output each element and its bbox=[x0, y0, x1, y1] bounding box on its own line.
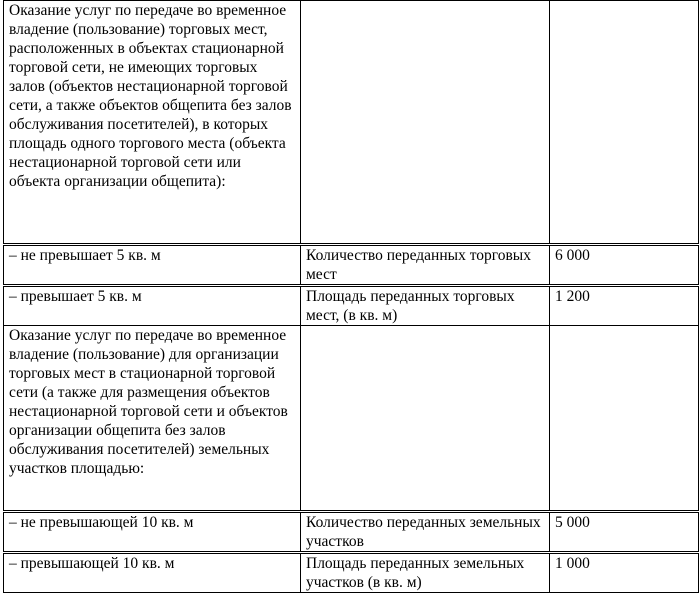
indicator-cell bbox=[301, 326, 550, 512]
value-cell bbox=[550, 245, 699, 286]
service-description: – не превышающей 10 кв. м bbox=[9, 514, 194, 531]
service-description: – превышающей 10 кв. м bbox=[9, 555, 175, 572]
table-row bbox=[4, 286, 699, 326]
table-row bbox=[4, 245, 699, 286]
indicator-cell bbox=[301, 245, 550, 286]
indicator-cell bbox=[301, 286, 550, 326]
indicator-name: Площадь переданных торговых мест, (в кв. м) bbox=[306, 288, 515, 324]
indicator-value: 5 000 bbox=[555, 514, 590, 531]
service-description-cell bbox=[4, 245, 301, 286]
service-description-cell bbox=[4, 553, 301, 593]
indicator-name: Количество переданных торговых мест bbox=[306, 247, 531, 283]
value-cell bbox=[550, 553, 699, 593]
table-row bbox=[4, 553, 699, 593]
value-cell bbox=[550, 1, 699, 245]
table-row bbox=[4, 512, 699, 553]
service-description: – превышает 5 кв. м bbox=[9, 288, 142, 305]
service-description: Оказание услуг по передаче во временное владение (пользование) торговых мест, расположенных в объектах стационарной торговой сети, не имеющих торговых залов (объектов нестационарной торговой сети, а также объектов общепита без залов обслуживания посетителей), в которых площадь одного торгового места (объекта нестационарной торговой сети или объекта организации общепита): bbox=[9, 2, 292, 190]
indicator-name: Площадь переданных земельных участков (в кв. м) bbox=[306, 555, 525, 591]
value-cell bbox=[550, 326, 699, 512]
indicator-cell bbox=[301, 512, 550, 553]
service-description-cell bbox=[4, 512, 301, 553]
indicator-cell bbox=[301, 553, 550, 593]
indicator-value: 6 000 bbox=[555, 247, 590, 264]
value-cell bbox=[550, 512, 699, 553]
service-description: – не превышает 5 кв. м bbox=[9, 247, 161, 264]
indicator-cell bbox=[301, 1, 550, 245]
service-description-cell bbox=[4, 326, 301, 512]
services-table bbox=[3, 0, 699, 593]
service-description: Оказание услуг по передаче во временное владение (пользование) для организации торговых мест в стационарной торговой сети (а также для размещения объектов нестационарной торговой сети и объектов организации общепита без залов обслуживания посетителей) земельных участков площадью: bbox=[9, 327, 288, 477]
table-row bbox=[4, 326, 699, 512]
service-description-cell bbox=[4, 1, 301, 245]
service-description-cell bbox=[4, 286, 301, 326]
indicator-value: 1 000 bbox=[555, 555, 590, 572]
indicator-value: 1 200 bbox=[555, 288, 590, 305]
table-row bbox=[4, 1, 699, 245]
value-cell bbox=[550, 286, 699, 326]
indicator-name: Количество переданных земельных участков bbox=[306, 514, 541, 550]
